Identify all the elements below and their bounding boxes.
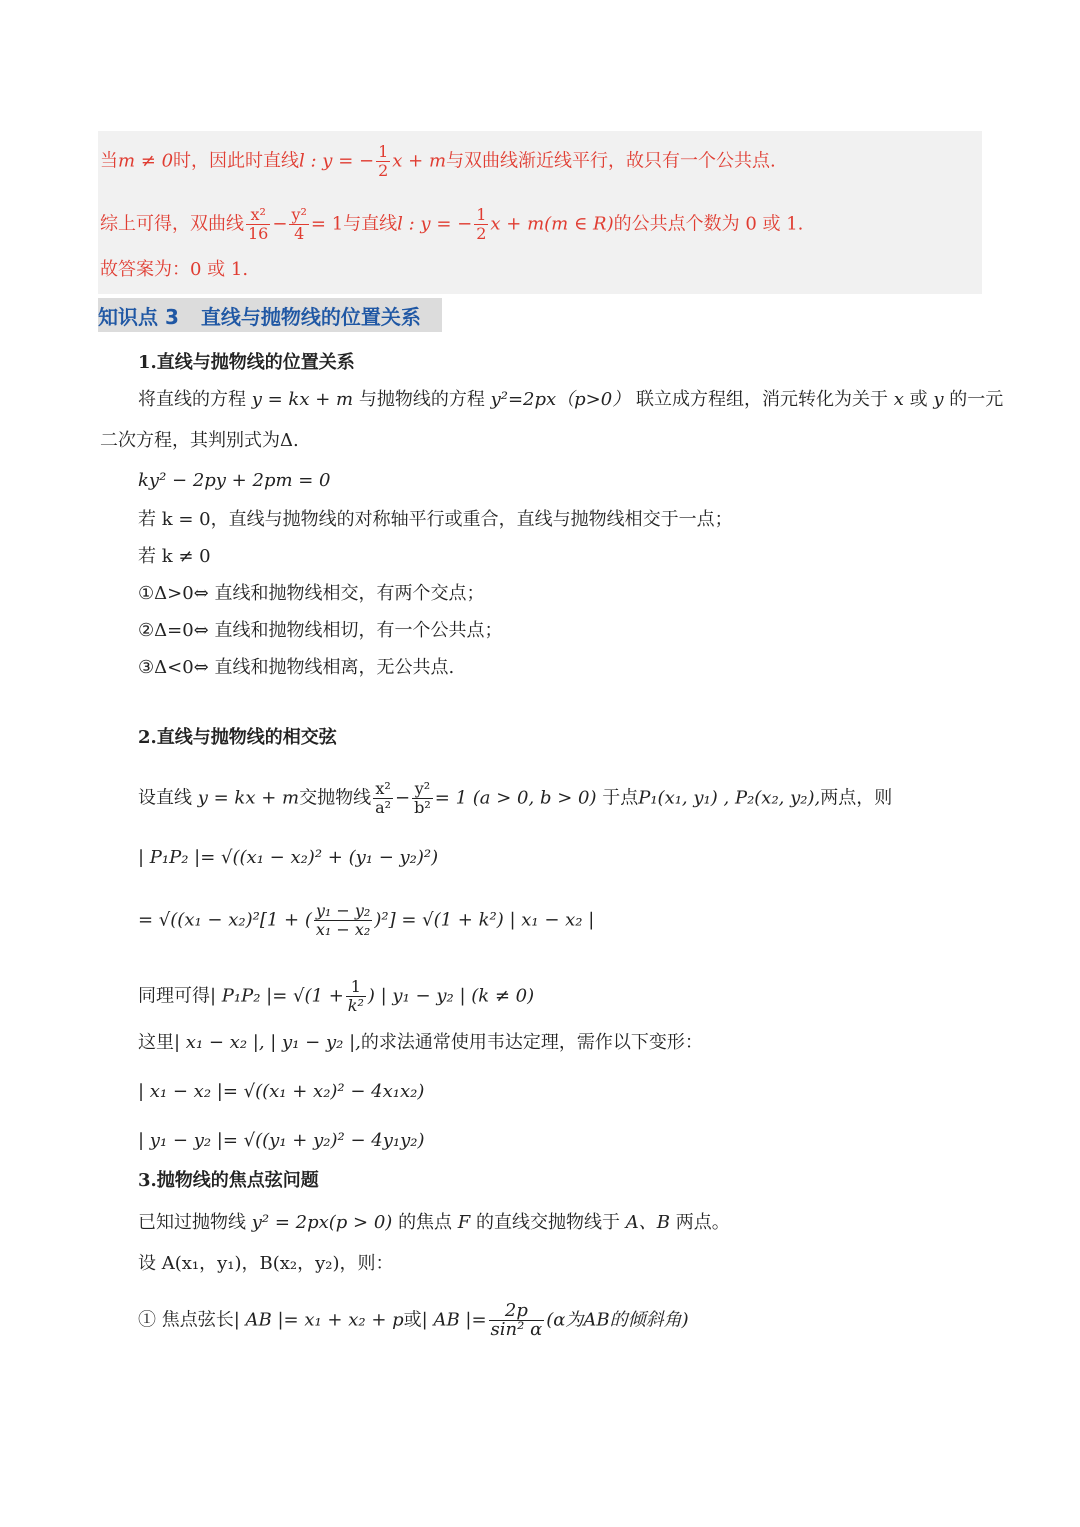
answer-line-1 xyxy=(100,143,776,180)
operator: − xyxy=(272,213,288,235)
text: 与抛物线的方程 xyxy=(358,389,485,410)
math: y = kx + m xyxy=(197,787,300,809)
sec1-item-2: ②Δ=0⇔ 直线和抛物线相切，有一个公共点； xyxy=(138,620,503,641)
math: (α为AB的倾斜角) xyxy=(546,1309,689,1331)
text: 与直线 xyxy=(343,213,398,235)
knowledge-point-title: 直线与抛物线的位置关系 xyxy=(200,304,421,329)
sec1-item-1: ①Δ>0⇔ 直线和抛物线相交，有两个交点； xyxy=(138,583,485,604)
text: 的一元 xyxy=(949,389,1004,410)
sec1-paragraph-2: 二次方程，其判别式为Δ. xyxy=(100,430,299,451)
numerator: y² xyxy=(291,205,307,224)
denominator: sin² α xyxy=(490,1319,543,1340)
math: | x₁ − x₂ |, | y₁ − y₂ |, xyxy=(174,1032,361,1053)
math: | P₁P₂ |= √((x₁ − x₂)² + (y₁ − y₂)²) xyxy=(138,847,439,868)
knowledge-point-header xyxy=(98,298,442,332)
text: 已知过抛物线 xyxy=(138,1212,246,1233)
text: 的直线交抛物线于 xyxy=(476,1212,621,1233)
text: 联立成方程组，消元转化为关于 xyxy=(635,389,888,410)
numerator: y² xyxy=(412,780,433,799)
numerator: x² xyxy=(373,780,393,799)
text: 这里 xyxy=(138,1032,174,1053)
answer-line-2 xyxy=(100,206,803,243)
section-3-title: 3.抛物线的焦点弦问题 xyxy=(138,1170,319,1191)
sec3-paragraph-2: 设 A(x₁，y₁)，B(x₂，y₂)，则： xyxy=(138,1253,394,1274)
math: x + m(m ∈ R) xyxy=(490,213,614,235)
text: 的公共点个数为 0 或 1. xyxy=(613,213,804,235)
math: | y₁ − y₂ |= √((y₁ + y₂)² − 4y₁y₂) xyxy=(138,1130,425,1151)
operator: − xyxy=(395,787,411,809)
math: m ≠ 0 xyxy=(118,150,174,172)
sec3-item-1 xyxy=(138,1302,689,1339)
math: )²] xyxy=(374,909,396,931)
sec1-equation xyxy=(138,469,331,493)
numerator: 1 xyxy=(476,205,487,224)
denominator: 2 xyxy=(476,224,487,243)
sec2-equation-2 xyxy=(138,902,594,939)
numerator: y₁ − y₂ xyxy=(315,901,371,920)
section-1-title: 1.直线与抛物线的位置关系 xyxy=(138,352,355,373)
fraction xyxy=(314,902,372,939)
text: 的求法通常使用韦达定理，需作以下变形： xyxy=(360,1032,703,1053)
sec1-case-1: 若 k = 0，直线与抛物线的对称轴平行或重合，直线与抛物线相交于一点； xyxy=(138,509,733,530)
math: = 1 (a > 0, b > 0) xyxy=(434,787,597,809)
denominator: 2 xyxy=(378,161,389,180)
text: ① 焦点弦长 xyxy=(138,1309,234,1331)
text: 的焦点 xyxy=(398,1212,453,1233)
text: 同理可得 xyxy=(138,985,210,1007)
sec3-paragraph-1 xyxy=(138,1211,730,1235)
math: y = kx + m xyxy=(251,389,354,410)
denominator: k² xyxy=(347,996,364,1015)
text: 与双曲线渐近线平行，故只有一个公共点. xyxy=(446,150,776,172)
text: 设直线 xyxy=(138,787,192,809)
denominator: a² xyxy=(375,798,392,817)
denominator: 16 xyxy=(248,224,269,243)
answer-line-3: 故答案为：0 或 1. xyxy=(100,259,249,280)
numerator: 1 xyxy=(378,142,389,161)
math: | P₁P₂ |= √(1 + xyxy=(210,985,344,1007)
math: ky² − 2py + 2pm = 0 xyxy=(138,470,331,491)
math: F xyxy=(457,1212,471,1233)
math: x xyxy=(893,389,904,410)
sec2-equation-3 xyxy=(138,978,534,1015)
knowledge-point-number: 知识点 3 xyxy=(98,304,179,329)
section-2-title: 2.直线与抛物线的相交弦 xyxy=(138,727,337,748)
math: P₁(x₁, y₁) , P₂(x₂, y₂), xyxy=(638,787,821,809)
text: 两点，则 xyxy=(820,787,893,809)
text: 时，因此时直线 xyxy=(173,150,300,172)
fraction xyxy=(376,143,390,180)
text: 或 xyxy=(403,1309,422,1331)
math: = √((x₁ − x₂)²[1 + ( xyxy=(138,909,312,931)
math: = √(1 + k²) | x₁ − x₂ | xyxy=(401,909,595,931)
fraction xyxy=(289,206,308,243)
sec1-case-2: 若 k ≠ 0 xyxy=(138,546,211,567)
math: A、B xyxy=(625,1212,670,1233)
math: x + m xyxy=(392,150,447,172)
fraction xyxy=(246,206,270,243)
sec2-equation-1 xyxy=(138,846,438,870)
math: y xyxy=(933,389,944,410)
denominator: b² xyxy=(414,798,431,817)
fraction xyxy=(346,978,366,1015)
numerator: x² xyxy=(246,206,270,225)
text: 综上可得，双曲线 xyxy=(100,213,244,235)
fraction xyxy=(474,206,488,243)
text: 于点 xyxy=(602,787,639,809)
fraction xyxy=(412,780,433,817)
text: 两点。 xyxy=(675,1212,730,1233)
text: 交抛物线 xyxy=(299,787,372,809)
math: y²=2px（p>0） xyxy=(490,389,631,410)
math: ) | y₁ − y₂ | (k ≠ 0) xyxy=(367,985,535,1007)
math: l : y = − xyxy=(397,213,473,235)
math: | x₁ − x₂ |= √((x₁ + x₂)² − 4x₁x₂) xyxy=(138,1081,425,1102)
math: | AB |= xyxy=(421,1309,487,1331)
sec2-paragraph-1 xyxy=(138,780,892,817)
numerator: 1 xyxy=(346,978,366,997)
text: 将直线的方程 xyxy=(138,389,246,410)
sec1-item-3: ③Δ<0⇔ 直线和抛物线相离，无公共点. xyxy=(138,657,455,678)
sec2-paragraph-2 xyxy=(138,1031,703,1055)
fraction xyxy=(489,1302,545,1339)
denominator: x₁ − x₂ xyxy=(315,920,371,939)
text: 当 xyxy=(100,150,118,172)
math: | AB |= x₁ + x₂ + p xyxy=(233,1309,404,1331)
numerator: 2p xyxy=(489,1302,545,1321)
sec2-equation-5 xyxy=(138,1129,425,1153)
fraction xyxy=(373,780,393,817)
text: 或 xyxy=(909,389,928,410)
math: = 1 xyxy=(310,213,344,235)
math: l : y = − xyxy=(299,150,375,172)
math: y² = 2px(p > 0) xyxy=(251,1212,393,1233)
sec1-paragraph-1 xyxy=(138,388,1003,412)
sec2-equation-4 xyxy=(138,1080,424,1104)
denominator: 4 xyxy=(294,224,305,243)
